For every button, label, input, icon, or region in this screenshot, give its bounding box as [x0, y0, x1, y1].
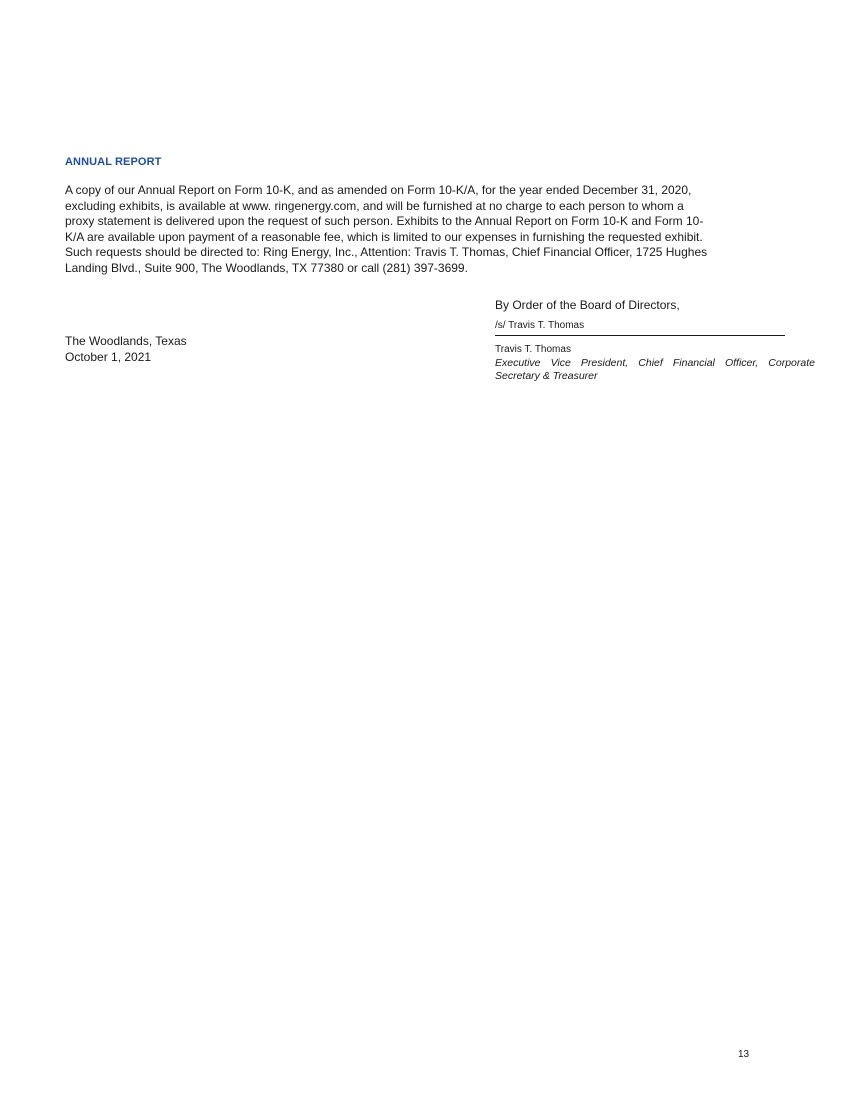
- by-order-line: By Order of the Board of Directors,: [495, 298, 680, 312]
- paragraph-line: Such requests should be directed to: Ring Energy, Inc., Attention: Travis T. Thomas, Chief Financial Officer, 1725 Hughes: [65, 245, 708, 259]
- paragraph-line: Landing Blvd., Suite 900, The Woodlands, TX 77380 or call (281) 397-3699.: [65, 260, 468, 275]
- signer-printed-name: Travis T. Thomas: [495, 344, 571, 355]
- paragraph-line: A copy of our Annual Report on Form 10-K, and as amended on Form 10-K/A, for the year ended December 31, 2020,: [65, 183, 692, 197]
- section-heading: ANNUAL REPORT: [65, 156, 162, 168]
- place-and-date: [65, 334, 187, 365]
- paragraph-line: K/A are available upon payment of a reasonable fee, which is limited to our expenses in furnishing the requested exhibit.: [65, 229, 703, 244]
- signature-rule: [495, 335, 785, 336]
- paragraph-line: proxy statement is delivered upon the request of such person. Exhibits to the Annual Report on Form 10-K and Form 10-: [65, 214, 704, 228]
- signature-line: /s/ Travis T. Thomas: [495, 320, 585, 331]
- city-line: The Woodlands, Texas: [65, 334, 187, 348]
- paragraph-line: excluding exhibits, is available at www. ringenergy.com, and will be furnished at no charge to each person to whom a: [65, 198, 684, 213]
- annual-report-paragraph: [65, 183, 785, 276]
- date-line: October 1, 2021: [65, 349, 152, 364]
- page-number: 13: [738, 1049, 750, 1060]
- signer-title: Executive Vice President, Chief Financial Officer, Corporate Secretary & Treasurer: [495, 357, 815, 382]
